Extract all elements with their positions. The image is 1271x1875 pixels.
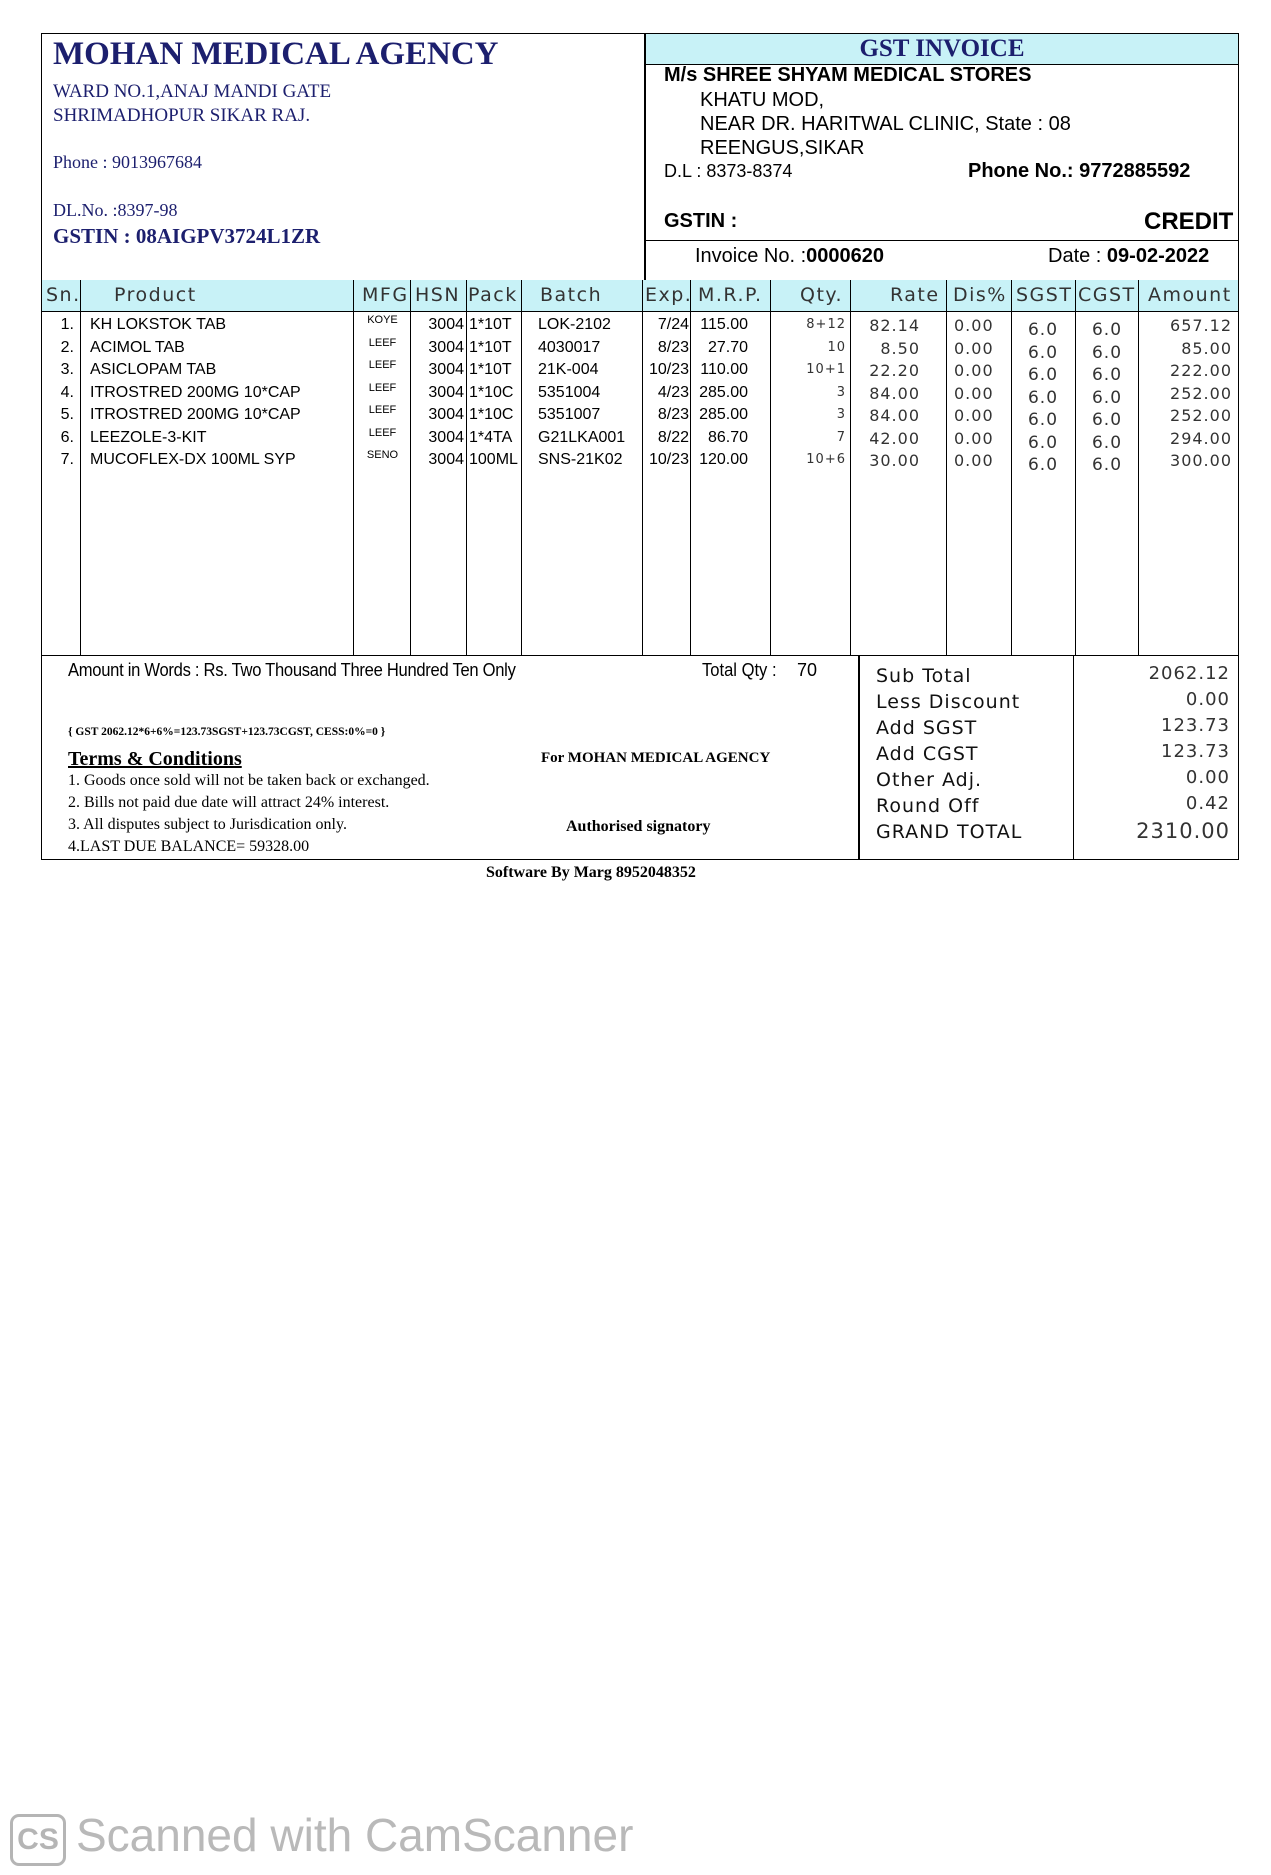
cell-mrp: 285.00 [699, 383, 748, 401]
seller-address-2: SHRIMADHOPUR SIKAR RAJ. [53, 105, 311, 126]
cell-qty: 3 [836, 384, 846, 400]
cell-dis: 0.00 [954, 361, 994, 380]
cell-qty: 3 [836, 407, 846, 422]
cell-sn: 1. [60, 316, 74, 333]
cell-mfg: LEEF [368, 336, 397, 349]
cell-sgst: 6.0 [1027, 320, 1059, 340]
cell-rate: 84.00 [869, 383, 920, 403]
cell-hsn: 3004 [428, 361, 464, 378]
buyer-phone: Phone No.: 9772885592 [968, 160, 1191, 182]
totals-value: 123.73 [1161, 741, 1230, 762]
cell-exp: 8/22 [657, 428, 689, 446]
cell-batch: 5351004 [538, 383, 601, 401]
cell-product: LEEZOLE-3-KIT [90, 428, 207, 446]
cell-sn: 6. [60, 428, 74, 446]
cell-product: ITROSTRED 200MG 10*CAP [90, 406, 301, 423]
totals-label: Round Off [876, 795, 980, 817]
cell-mfg: KOYE [367, 314, 398, 326]
buyer-address-1: KHATU MOD, [700, 89, 825, 111]
camscanner-text: Scanned with CamScanner [76, 1809, 634, 1861]
cell-mfg: LEEF [368, 404, 397, 416]
cell-amount: 222.00 [1170, 361, 1232, 380]
cell-mrp: 285.00 [699, 406, 748, 423]
cell-mfg: LEEF [368, 359, 397, 371]
cell-batch: 21K-004 [538, 361, 599, 378]
cell-sgst: 6.0 [1027, 410, 1059, 430]
cell-pack: 1*10T [469, 316, 512, 333]
terms-line-1: 1. Goods once sold will not be taken back or exchanged. [68, 772, 430, 789]
cell-hsn: 3004 [428, 406, 464, 423]
header-exp: Exp. [645, 284, 693, 306]
cell-mrp: 86.70 [707, 428, 748, 446]
cell-mfg: LEEF [368, 426, 397, 439]
cell-pack: 100ML [469, 451, 518, 468]
cell-exp: 10/23 [648, 451, 689, 468]
cell-product: KH LOKSTOK TAB [90, 316, 227, 333]
seller-name: MOHAN MEDICAL AGENCY [53, 36, 499, 72]
for-agency: For MOHAN MEDICAL AGENCY [541, 750, 771, 766]
cell-rate: 84.00 [869, 406, 920, 425]
cell-product: ITROSTRED 200MG 10*CAP [90, 383, 301, 401]
cell-product: MUCOFLEX-DX 100ML SYP [90, 451, 296, 468]
header-amount: Amount [1148, 284, 1232, 306]
cell-hsn: 3004 [428, 383, 464, 401]
cell-dis: 0.00 [954, 316, 994, 335]
total-qty: 70 [797, 660, 818, 680]
totals-label: Other Adj. [876, 769, 983, 791]
cell-dis: 0.00 [954, 428, 994, 448]
cell-sgst: 6.0 [1027, 365, 1059, 385]
cell-sgst: 6.0 [1027, 342, 1059, 363]
totals-divider [1073, 655, 1074, 860]
cell-pack: 1*10T [469, 361, 512, 378]
cell-sgst: 6.0 [1027, 432, 1059, 453]
cell-sgst: 6.0 [1027, 455, 1059, 475]
header-hsn: HSN [415, 284, 461, 306]
totals-value: 0.00 [1185, 689, 1230, 710]
gst-note: { GST 2062.12*6+6%=123.73SGST+123.73CGST, CESS:0%=0 } [68, 726, 386, 738]
cell-sn: 3. [60, 361, 74, 378]
cell-pack: 1*10C [469, 383, 514, 401]
col-sep [521, 280, 522, 656]
cell-mrp: 115.00 [700, 316, 748, 333]
terms-line-3: 3. All disputes subject to Jurisdication only. [68, 816, 347, 833]
buyer-gstin-label: GSTIN : [664, 210, 738, 232]
cell-pack: 1*4TA [469, 428, 513, 446]
cell-batch: SNS-21K02 [538, 451, 623, 468]
header-pack: Pack [468, 284, 518, 306]
cell-mfg: LEEF [368, 381, 397, 394]
header-product: Product [114, 284, 197, 306]
header-sn: Sn. [46, 284, 81, 306]
total-qty-label: Total Qty : [702, 660, 777, 680]
invoice-number-line [695, 245, 884, 268]
cell-dis: 0.00 [954, 338, 994, 358]
col-sep [80, 280, 81, 656]
cell-cgst: 6.0 [1091, 410, 1123, 430]
cell-amount: 294.00 [1170, 428, 1232, 448]
amount-in-words: Amount in Words : Rs. Two Thousand Three Hundred Ten Only [68, 660, 516, 680]
buyer-address-3: REENGUS,SIKAR [700, 137, 865, 159]
camscanner-logo: CS [10, 1814, 66, 1866]
cell-amount: 252.00 [1170, 383, 1232, 403]
cell-mrp: 120.00 [699, 451, 748, 468]
seller-gstin: GSTIN : 08AIGPV3724L1ZR [53, 224, 321, 248]
cell-batch: G21LKA001 [538, 428, 626, 446]
col-sep [466, 280, 467, 656]
totals-value: 123.73 [1161, 715, 1230, 736]
header-qty: Qty. [800, 284, 843, 306]
cell-dis: 0.00 [954, 406, 994, 425]
cell-amount: 657.12 [1170, 316, 1232, 335]
cell-rate: 22.20 [869, 361, 920, 380]
header-batch: Batch [540, 284, 603, 306]
cell-amount: 85.00 [1181, 338, 1232, 358]
cell-product: ASICLOPAM TAB [90, 361, 217, 378]
header-sgst: SGST [1016, 284, 1073, 306]
header-rate: Rate [890, 284, 940, 306]
cell-sn: 4. [60, 383, 74, 401]
cell-cgst: 6.0 [1091, 455, 1123, 475]
invoice-date-line [1048, 245, 1209, 268]
cell-sn: 2. [60, 338, 74, 356]
invoice-date: 09-02-2022 [1106, 245, 1210, 267]
cell-mfg: SENO [366, 449, 399, 461]
cell-batch: 5351007 [538, 406, 601, 423]
totals-label: Add CGST [876, 743, 979, 765]
cell-exp: 8/23 [657, 406, 689, 423]
totals-label: GRAND TOTAL [876, 821, 1023, 843]
cell-exp: 7/24 [657, 316, 689, 333]
cell-sn: 5. [60, 406, 74, 423]
cell-qty: 10+6 [806, 452, 846, 467]
cell-qty: 8+12 [806, 317, 846, 332]
cell-qty: 7 [836, 429, 846, 445]
software-credit: Software By Marg 8952048352 [486, 864, 696, 881]
payment-type: CREDIT [1144, 208, 1234, 235]
header-cgst: CGST [1078, 284, 1136, 306]
seller-address-1: WARD NO.1,ANAJ MANDI GATE [53, 81, 332, 102]
cell-amount: 300.00 [1170, 451, 1232, 470]
cell-exp: 4/23 [657, 383, 689, 401]
seller-dl: DL.No. :8397-98 [53, 200, 178, 220]
buyer-divider [645, 240, 1239, 241]
cell-hsn: 3004 [428, 316, 464, 333]
header-dis: Dis% [953, 284, 1007, 306]
cell-product: ACIMOL TAB [90, 338, 185, 356]
terms-title: Terms & Conditions [68, 748, 242, 770]
totals-label: Less Discount [876, 691, 1021, 713]
invoice-date-label: Date : [1048, 245, 1107, 267]
invoice-number: 0000620 [806, 245, 885, 267]
cell-amount: 252.00 [1170, 406, 1232, 425]
cell-pack: 1*10C [469, 406, 514, 423]
cell-rate: 8.50 [880, 338, 920, 358]
header-mrp: M.R.P. [698, 284, 763, 306]
last-due-balance: 4.LAST DUE BALANCE= 59328.00 [68, 838, 310, 855]
invoice-number-label: Invoice No. : [695, 245, 807, 267]
cell-cgst: 6.0 [1091, 365, 1123, 385]
cell-cgst: 6.0 [1091, 387, 1123, 408]
cell-sgst: 6.0 [1027, 387, 1059, 408]
cell-mrp: 27.70 [707, 338, 748, 356]
totals-label: Add SGST [876, 717, 978, 739]
cell-hsn: 3004 [428, 338, 464, 356]
totals-value: 0.00 [1185, 767, 1230, 788]
authorised-signatory: Authorised signatory [566, 818, 711, 835]
cell-cgst: 6.0 [1091, 432, 1123, 453]
cell-qty: 10 [827, 339, 846, 355]
totals-label: Sub Total [876, 665, 972, 687]
cell-rate: 42.00 [869, 428, 920, 448]
cell-exp: 8/23 [657, 338, 689, 356]
cell-hsn: 3004 [428, 428, 464, 446]
cell-cgst: 6.0 [1091, 342, 1123, 363]
invoice-title: GST INVOICE [859, 35, 1025, 62]
cell-mrp: 110.00 [700, 361, 748, 378]
totals-value: 2310.00 [1136, 819, 1230, 843]
cell-rate: 30.00 [869, 451, 920, 470]
cell-hsn: 3004 [428, 451, 464, 468]
cell-cgst: 6.0 [1091, 320, 1123, 340]
terms-line-2: 2. Bills not paid due date will attract 24% interest. [68, 794, 390, 811]
cell-qty: 10+1 [806, 362, 846, 377]
cell-batch: 4030017 [538, 338, 601, 356]
totals-value: 0.42 [1185, 793, 1230, 814]
cell-exp: 10/23 [648, 361, 689, 378]
buyer-name: M/s SHREE SHYAM MEDICAL STORES [664, 64, 1032, 86]
cell-batch: LOK-2102 [538, 316, 611, 333]
cell-pack: 1*10T [469, 338, 512, 356]
totals-value: 2062.12 [1148, 663, 1230, 684]
cell-sn: 7. [60, 451, 74, 468]
buyer-address-2: NEAR DR. HARITWAL CLINIC, State : 08 [700, 113, 1071, 135]
col-sep [770, 280, 771, 656]
buyer-dl: D.L : 8373-8374 [664, 161, 793, 181]
cell-dis: 0.00 [954, 451, 994, 470]
header-mfg: MFG [362, 284, 409, 306]
cell-dis: 0.00 [954, 383, 994, 403]
seller-phone: Phone : 9013967684 [53, 152, 203, 172]
cell-rate: 82.14 [869, 316, 920, 335]
